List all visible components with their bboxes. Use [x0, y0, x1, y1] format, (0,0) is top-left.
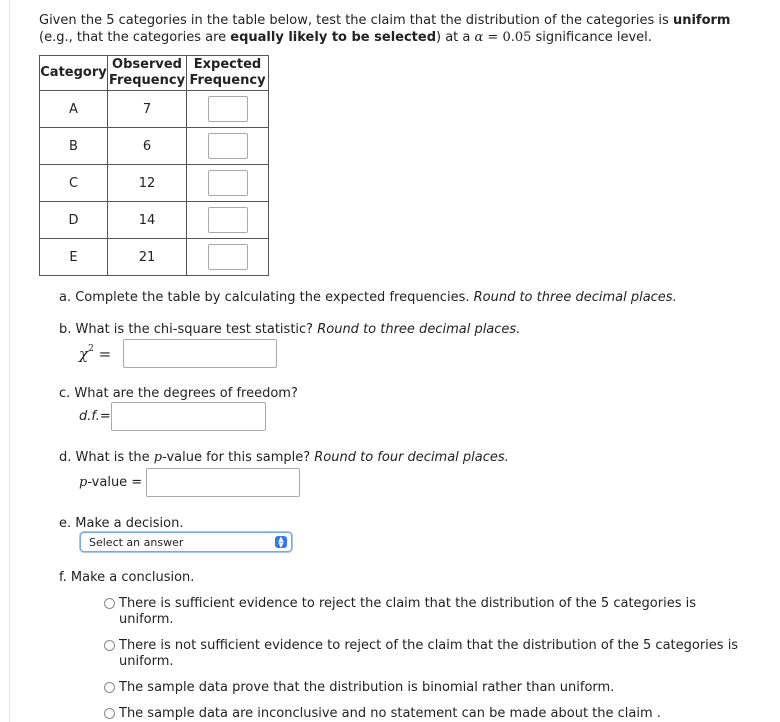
chi-square-row — [79, 339, 277, 368]
expected-cell — [187, 239, 269, 276]
table-row — [40, 202, 269, 239]
intro-text-4: significance level. — [531, 30, 652, 45]
question-d — [59, 449, 509, 466]
p-value-label: -value = — [87, 475, 143, 490]
observed-cell: 14 — [108, 202, 187, 239]
category-cell: A — [40, 91, 108, 128]
question-d-rounding: Round to four decimal places. — [314, 450, 509, 465]
category-cell: D — [40, 202, 108, 239]
question-a-rounding: Round to three decimal places. — [473, 290, 677, 305]
intro-text-3: ) at a — [436, 30, 475, 45]
expected-cell — [187, 202, 269, 239]
observed-cell: 7 — [108, 91, 187, 128]
header-expected-line2: Frequency — [189, 73, 266, 88]
left-border — [9, 0, 10, 722]
option-label: The sample data are inconclusive and no statement can be made about the claim . — [119, 706, 661, 721]
problem-statement — [39, 12, 759, 46]
chi-superscript: 2 — [88, 343, 94, 354]
radio-button[interactable] — [104, 640, 115, 651]
expected-cell — [187, 128, 269, 165]
intro-bold-uniform: uniform — [672, 13, 731, 28]
expected-cell — [187, 165, 269, 202]
conclusion-option-2[interactable] — [104, 638, 744, 670]
question-f — [59, 569, 194, 586]
option-label: There is not sufficient evidence to reject of the claim that the distribution of the 5 categories is uniform. — [119, 638, 739, 669]
df-label: d.f.= — [79, 409, 111, 424]
expected-input-a[interactable] — [208, 96, 248, 122]
p-value-symbol: p — [79, 475, 88, 490]
radio-button[interactable] — [104, 598, 115, 609]
expected-cell — [187, 91, 269, 128]
intro-bold-equally-likely: equally likely to be selected — [230, 30, 437, 45]
question-b-text: b. What is the chi-square test statistic? — [59, 322, 318, 337]
category-cell: E — [40, 239, 108, 276]
radio-button[interactable] — [104, 708, 115, 719]
table-row — [40, 165, 269, 202]
chevron-updown-icon: ▲ ▼ — [275, 536, 287, 548]
question-c-text: c. What are the degrees of freedom? — [59, 386, 298, 401]
header-expected — [187, 56, 269, 91]
conclusion-option-1[interactable] — [104, 596, 744, 628]
table-row — [40, 128, 269, 165]
chi-square-input[interactable] — [123, 339, 277, 368]
intro-text-2: (e.g., that the categories are — [39, 30, 231, 45]
question-b-rounding: Round to three decimal places. — [317, 322, 521, 337]
observed-cell: 12 — [108, 165, 187, 202]
header-observed-line2: Frequency — [108, 73, 186, 88]
question-a — [59, 289, 677, 306]
intro-text-1: Given the 5 categories in the table below, test the claim that the distribution of the categories is — [39, 13, 673, 28]
decision-select[interactable] — [80, 532, 292, 552]
expected-input-d[interactable] — [208, 207, 248, 233]
category-cell: C — [40, 165, 108, 202]
question-b — [59, 321, 520, 338]
question-d-p-symbol: p — [153, 450, 163, 465]
header-observed — [108, 56, 187, 91]
question-a-text: a. Complete the table by calculating the expected frequencies. — [59, 290, 474, 305]
category-cell: B — [40, 128, 108, 165]
conclusion-option-3[interactable] — [104, 680, 744, 696]
header-expected-line1: Expected — [193, 57, 262, 72]
p-value-input[interactable] — [146, 468, 300, 497]
decision-select-value: Select an answer — [89, 535, 184, 549]
expected-input-e[interactable] — [208, 244, 248, 270]
question-e — [59, 515, 183, 532]
observed-cell: 6 — [108, 128, 187, 165]
alpha-value: = 0.05 — [483, 30, 532, 45]
table-row — [40, 239, 269, 276]
option-label: There is sufficient evidence to reject the claim that the distribution of the 5 categories is uniform. — [119, 596, 696, 627]
header-observed-line1: Observed — [112, 57, 182, 72]
frequency-table — [39, 55, 269, 276]
header-category-label: Category — [40, 65, 107, 80]
df-row — [79, 402, 266, 431]
question-d-text-1: d. What is the — [59, 450, 154, 465]
alpha-symbol: α — [474, 30, 484, 45]
p-value-row — [79, 468, 300, 497]
table-row — [40, 91, 269, 128]
chi-symbol: χ — [79, 344, 89, 363]
option-label: The sample data prove that the distribution is binomial rather than uniform. — [119, 680, 615, 695]
question-e-text: e. Make a decision. — [59, 516, 184, 531]
header-category — [40, 56, 108, 91]
observed-cell: 21 — [108, 239, 187, 276]
expected-input-b[interactable] — [208, 133, 248, 159]
question-d-text-2: -value for this sample? — [162, 450, 315, 465]
chi-square-label — [79, 345, 123, 363]
table-header-row — [40, 56, 269, 91]
conclusion-option-4[interactable] — [104, 706, 744, 722]
question-c — [59, 385, 298, 402]
chi-equals: = — [93, 344, 112, 363]
expected-input-c[interactable] — [208, 170, 248, 196]
radio-button[interactable] — [104, 682, 115, 693]
question-f-text: f. Make a conclusion. — [59, 570, 195, 585]
degrees-of-freedom-input[interactable] — [111, 402, 266, 431]
